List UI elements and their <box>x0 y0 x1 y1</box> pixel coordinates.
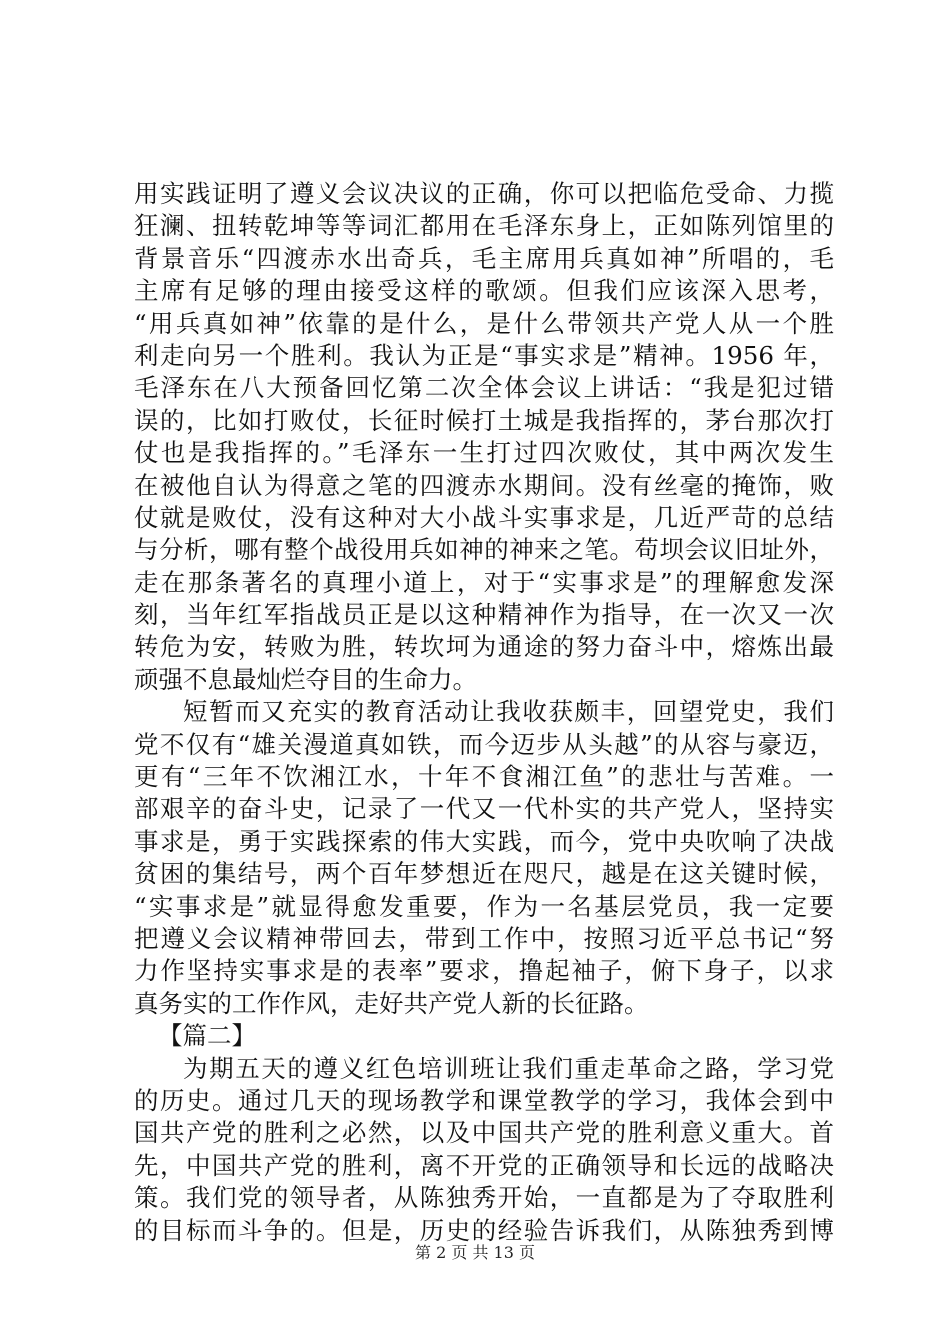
text-line: 把遵义会议精神带回去，带到工作中，按照习近平总书记“努 <box>134 923 834 953</box>
text-line: 短暂而又充实的教育活动让我收获颇丰，回望党史，我们 <box>183 697 834 727</box>
text-line: 部艰辛的奋斗史，记录了一代又一代朴实的共产党人，坚持实 <box>134 794 834 824</box>
text-line: 刻，当年红军指战员正是以这种精神作为指导，在一次又一次 <box>134 600 834 630</box>
text-line: 背景音乐“四渡赤水出奇兵，毛主席用兵真如神”所唱的，毛 <box>134 243 834 273</box>
paragraph-section-two <box>134 1053 834 1247</box>
page-number-indicator: 第 2 页 共 13 页 <box>415 1243 535 1262</box>
text-line: 顽强不息最灿烂夺目的生命力。 <box>134 664 477 694</box>
text-line: “用兵真如神”依靠的是什么，是什么带领共产党人从一个胜 <box>134 308 834 338</box>
text-line: 在被他自认为得意之笔的四渡赤水期间。没有丝毫的掩饰，败 <box>134 470 834 500</box>
text-line: 国共产党的胜利之必然，以及中国共产党的胜利意义重大。首 <box>134 1118 834 1148</box>
text-line: 毛泽东在八大预备回忆第二次全体会议上讲话：“我是犯过错 <box>134 373 834 403</box>
text-line: 狂澜、扭转乾坤等等词汇都用在毛泽东身上，正如陈列馆里的 <box>134 211 834 241</box>
paragraph-continuation <box>134 178 834 696</box>
text-line: 的历史。通过几天的现场教学和课堂教学的学习，我体会到中 <box>134 1085 834 1115</box>
text-line: 利走向另一个胜利。我认为正是“事实求是”精神。1956 年， <box>134 340 834 370</box>
text-line: 力作坚持实事求是的表率”要求，撸起袖子，俯下身子，以求 <box>134 956 834 986</box>
text-line: 用实践证明了遵义会议决议的正确，你可以把临危受命、力揽 <box>134 179 834 208</box>
text-line: 更有“三年不饮湘江水，十年不食湘江鱼”的悲壮与苦难。一 <box>134 762 834 792</box>
text-line: 为期五天的遵义红色培训班让我们重走革命之路，学习党 <box>183 1053 834 1083</box>
text-line: 党不仅有“雄关漫道真如铁，而今迈步从头越”的从容与豪迈， <box>134 729 834 759</box>
text-line: 事求是，勇于实践探索的伟大实践，而今，党中央吹响了决战 <box>134 826 834 856</box>
text-line: 先，中国共产党的胜利，离不开党的正确领导和长远的战略决 <box>134 1150 834 1180</box>
paragraph-conclusion <box>134 696 834 1020</box>
text-line: 主席有足够的理由接受这样的歌颂。但我们应该深入思考， <box>134 276 834 306</box>
text-line: 误的，比如打败仗，长征时候打土城是我指挥的，茅台那次打 <box>134 405 834 435</box>
text-line: 仗就是败仗，没有这种对大小战斗实事求是，几近严苛的总结 <box>134 502 834 532</box>
text-line: 的目标而斗争的。但是，历史的经验告诉我们，从陈独秀到博 <box>134 1215 834 1245</box>
document-body <box>134 178 834 1247</box>
text-line: 贫困的集结号，两个百年梦想近在咫尺，越是在这关键时候， <box>134 859 834 889</box>
section-heading-text: 【篇二】 <box>158 1021 256 1051</box>
text-line: 转危为安，转败为胜，转坎坷为通途的努力奋斗中，熔炼出最 <box>134 632 834 662</box>
text-line: 走在那条著名的真理小道上，对于“实事求是”的理解愈发深 <box>134 567 834 597</box>
text-line: 仗也是我指挥的。”毛泽东一生打过四次败仗，其中两次发生 <box>134 438 834 468</box>
text-line: 与分析，哪有整个战役用兵如神的神来之笔。苟坝会议旧址外， <box>134 535 834 565</box>
text-line: “实事求是”就显得愈发重要，作为一名基层党员，我一定要 <box>134 891 834 921</box>
text-line: 真务实的工作作风，走好共产党人新的长征路。 <box>134 988 649 1018</box>
text-line: 策。我们党的领导者，从陈独秀开始，一直都是为了夺取胜利 <box>134 1183 834 1213</box>
section-heading <box>134 1020 834 1052</box>
page-footer <box>0 1243 950 1263</box>
